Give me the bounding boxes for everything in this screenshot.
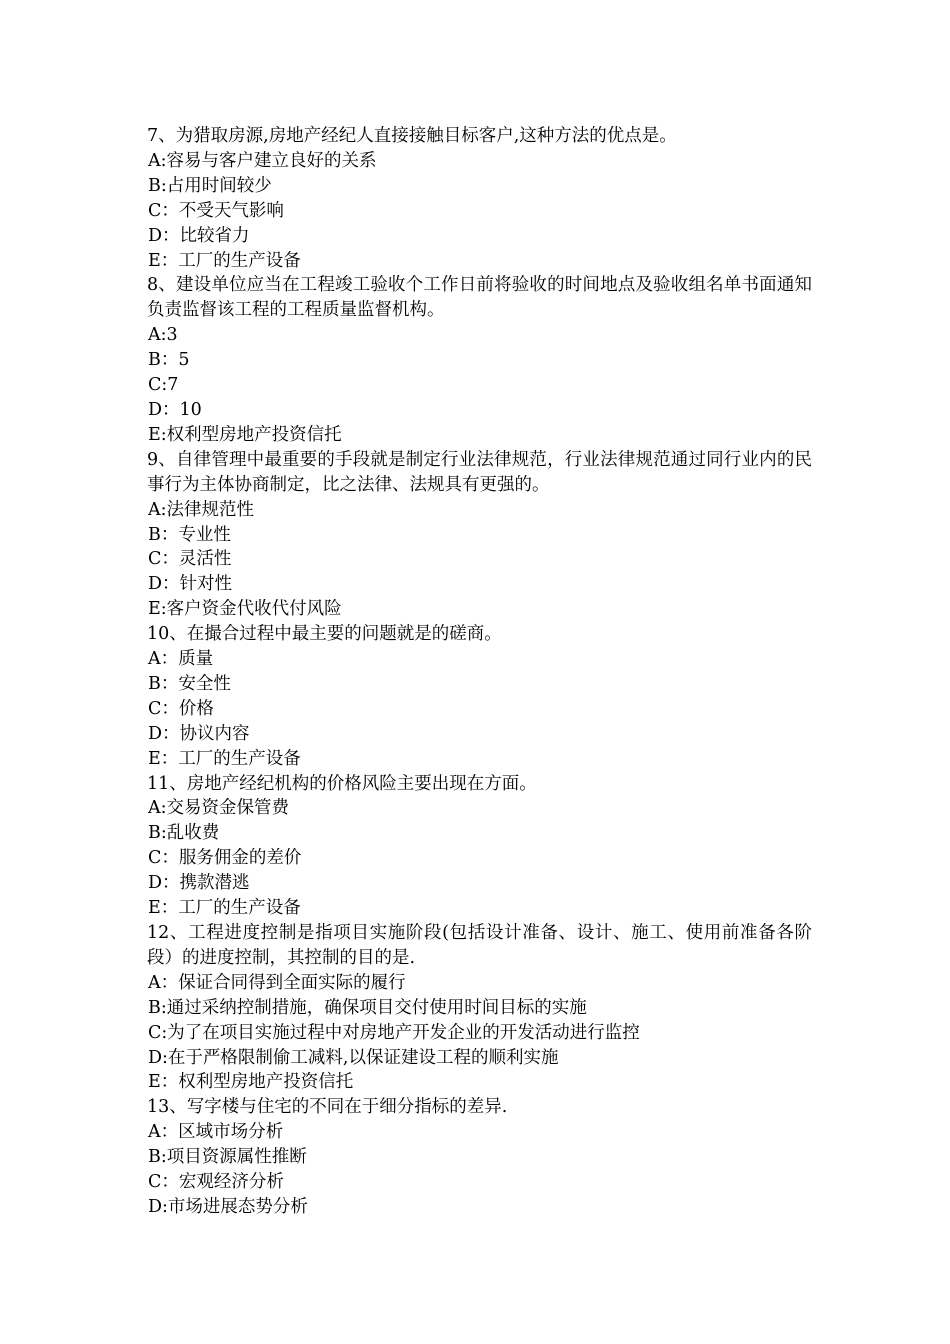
question-11-option-e: E：工厂的生产设备 (148, 898, 301, 919)
question-11 (147, 772, 812, 921)
question-10-option-a: A：质量 (148, 649, 214, 670)
question-12-option-e: E：权利型房地产投资信托 (148, 1072, 354, 1093)
question-7-text: 7、为猎取房源,房地产经纪人直接接触目标客户,这种方法的优点是。 (147, 126, 677, 146)
question-13-option-d: D:市场进展态势分析 (148, 1196, 308, 1217)
question-9-option-a: A:法律规范性 (148, 499, 255, 520)
question-8-option-a: A:3 (148, 325, 178, 346)
question-12-text: 12、工程进度控制是指项目实施阶段(包括设计准备、设计、施工、使用前准备各阶段）的进度控制，其控制的目的是. (147, 923, 812, 968)
question-8-option-e: E:权利型房地产投资信托 (148, 424, 342, 445)
question-13-option-b: B:项目资源属性推断 (148, 1147, 307, 1168)
question-13-option-a: A：区域市场分析 (148, 1122, 284, 1143)
question-9-option-d: D：针对性 (148, 574, 233, 595)
question-9-option-c: C：灵活性 (148, 549, 232, 570)
question-13 (147, 1095, 812, 1220)
question-8-option-d: D：10 (148, 399, 202, 420)
question-10-option-c: C：价格 (148, 698, 214, 719)
question-11-option-a: A:交易资金保管费 (148, 798, 290, 819)
question-9-option-b: B：专业性 (148, 524, 231, 545)
question-10-option-b: B：安全性 (148, 673, 231, 694)
question-8-option-c: C:7 (148, 375, 179, 396)
question-9 (147, 448, 812, 622)
question-12-option-a: A：保证合同得到全面实际的履行 (148, 972, 406, 993)
question-11-option-d: D：携款潜逃 (148, 873, 250, 894)
question-10-text: 10、在撮合过程中最主要的问题就是的磋商。 (147, 624, 502, 645)
question-11-text: 11、房地产经纪机构的价格风险主要出现在方面。 (147, 773, 537, 794)
question-9-text: 9、自律管理中最重要的手段就是制定行业法律规范，行业法律规范通过同行业内的民事行为主体协商制定，比之法律、法规具有更强的。 (147, 449, 812, 495)
question-8-option-b: B：5 (148, 350, 190, 371)
question-12-option-c: C:为了在项目实施过程中对房地产开发企业的开发活动进行监控 (148, 1022, 640, 1043)
question-8-text: 8、建设单位应当在工程竣工验收个工作日前将验收的时间地点及验收组名单书面通知负责监督该工程的工程质量监督机构。 (147, 275, 812, 321)
question-8 (147, 273, 812, 447)
question-9-option-e: E:客户资金代收代付风险 (148, 599, 342, 620)
question-7-option-d: D：比较省力 (148, 225, 250, 246)
question-10-option-d: D：协议内容 (148, 723, 250, 744)
question-7 (147, 124, 812, 273)
question-7-option-a: A:容易与客户建立良好的关系 (148, 150, 377, 171)
question-list (147, 124, 812, 1220)
question-11-option-c: C：服务佣金的差价 (148, 848, 302, 869)
question-7-option-e: E：工厂的生产设备 (148, 250, 301, 271)
question-12-option-b: B:通过采纳控制措施，确保项目交付使用时间目标的实施 (148, 997, 587, 1018)
question-12 (147, 921, 812, 1095)
question-10-option-e: E：工厂的生产设备 (148, 748, 301, 769)
question-7-option-c: C：不受天气影响 (148, 200, 284, 221)
question-13-option-c: C：宏观经济分析 (148, 1172, 284, 1193)
question-12-option-d: D:在于严格限制偷工减料,以保证建设工程的顺利实施 (148, 1047, 559, 1068)
question-11-option-b: B:乱收费 (148, 823, 220, 844)
question-13-text: 13、写字楼与住宅的不同在于细分指标的差异. (147, 1097, 508, 1118)
question-7-option-b: B:占用时间较少 (148, 175, 272, 196)
question-10 (147, 622, 812, 771)
